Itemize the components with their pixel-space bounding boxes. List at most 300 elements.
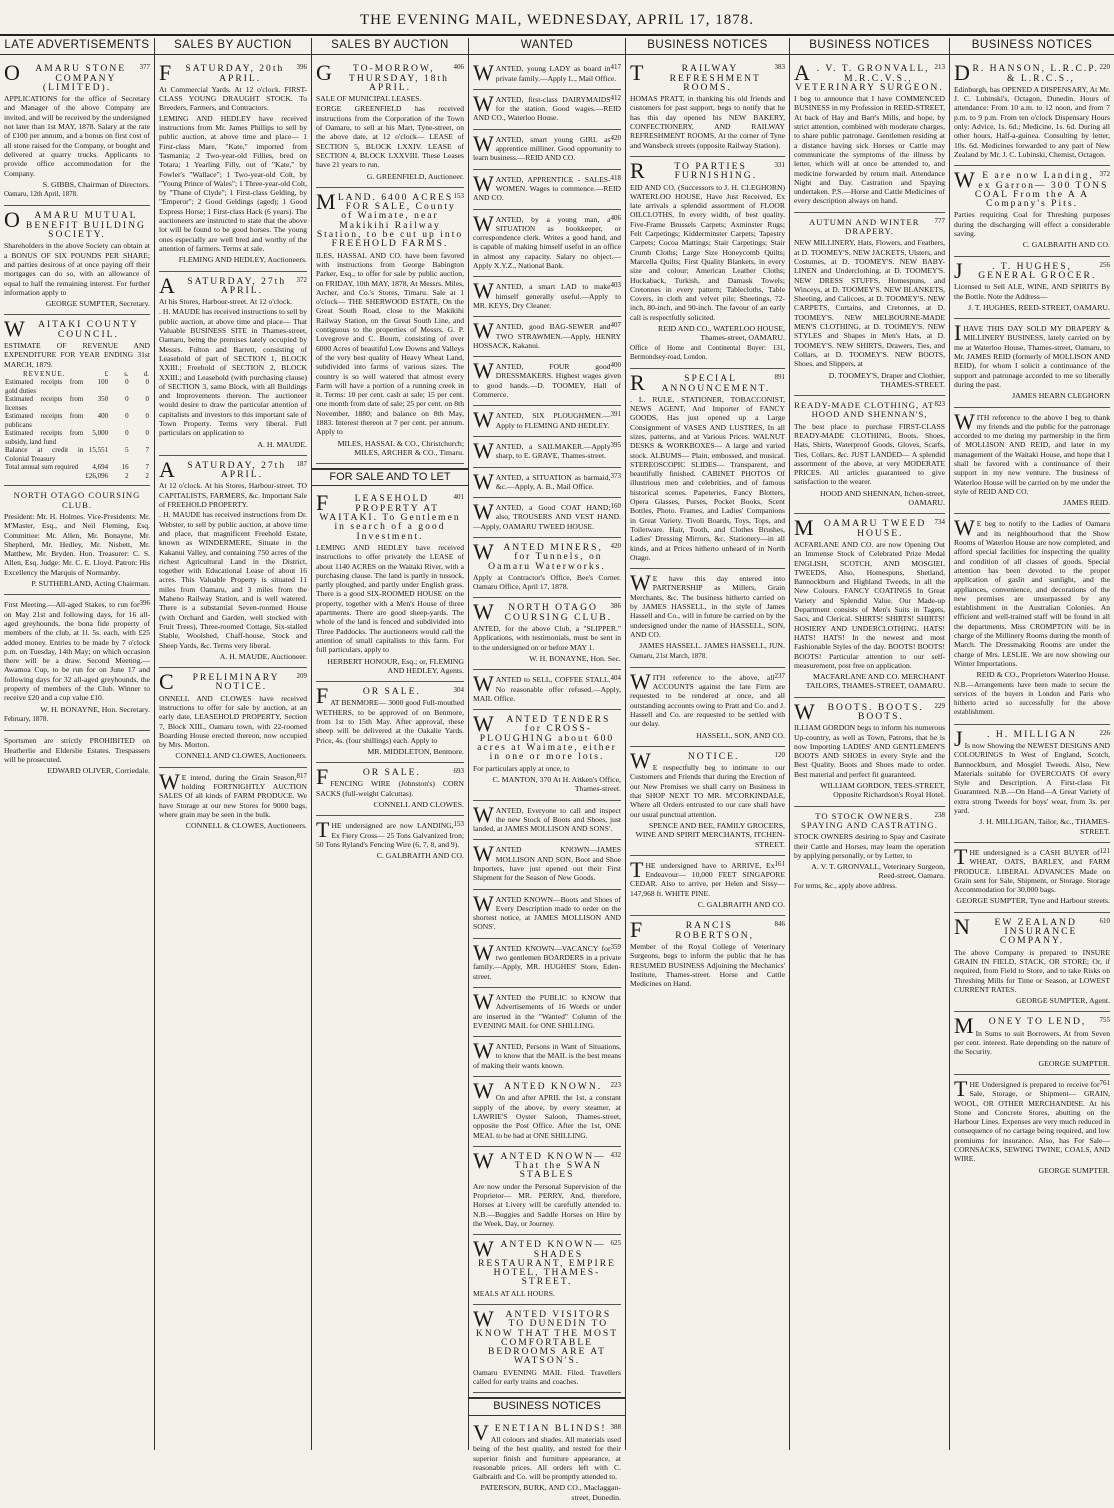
- ad-body: I beg to announce that I have COMMENCED BUSINESS in my Profession in REED-STREET, At back of Hay and Barr's Mills, and hope, by strict attention, combined with moderate charges, to share public patronage. Gentlemen residing at a distance having sick Horses or Cattle may communicate the symptoms of the illness by letter, which will at once be attended to, and medicine forwarded by return mail. Attendance Night and Day. Castration and Spaying undertaken. P.S.—Horse and Cattle Medicines of every description always on hand.: [794, 94, 945, 206]
- ad-body: EID AND CO. (Successors to J. H. CLEGHORN) WATERLOO HOUSE, Have Just Received, Ex late arrivals a splendid assortment of FLOOR OILCLOTHS, In every width, of best quality. Five-Frame Brussels Carpets; Axminster Rugs; Felt Carpetings; Kidderminster Carpets; Tapestry Carpets; Cocoa Mattings; Stair Carpetings; Stair Crumb Cloths; Large Size Honeycomb Quilts; Marcella Quilts; First Quality Blankets, in every size and colour; American Leather Cloths; Huckaback, Turkish, and Damask Towels; Cretonnes in every pattern; Tablecloths, Table Covers, in cloth and velvet pile; Sheetings, 72-inch, 80-inch, and 90-inch. The favour of an early call is respectfully solicited.: [630, 182, 785, 322]
- ad-number: 153: [453, 191, 464, 200]
- drop-cap: W: [473, 358, 494, 384]
- ad-number: 403: [610, 281, 621, 290]
- estimate-row: [4, 395, 150, 412]
- ad-signature: JAMES HEARN CLEGHORN: [1012, 391, 1110, 401]
- ad-signature: MR. MIDDLETON, Benmore.: [367, 746, 464, 756]
- estimate-cell: 350: [97, 395, 109, 404]
- ad-body: ANTED, for the above Club, a "SLIPPER." Applications, with testimonials, must be sent in to the undersigned on or before MAY 1.: [473, 624, 621, 652]
- advertisement: [794, 514, 945, 697]
- ad-body: ANTED, APPRENTICE - SALES-WOMEN. Wages to commence.—REID AND CO.: [473, 174, 621, 203]
- estimate-cell: 0: [125, 412, 129, 421]
- advertisement: [954, 166, 1110, 256]
- ad-body: ANTED, good BAG-SEWER and TWO STRAWMEN.—Apply, HENRY HOSSACK, Kakanui.: [473, 322, 621, 350]
- ad-body: E respectfully beg to intimate to our Customers and Friends that during the Erection of our New Premises we shall carry on Business in that SHOP NEXT TO MR. M'CORKINDALE, Where all Orders entrusted to our care shall have our usual punctual attention.: [630, 763, 785, 819]
- drop-cap: W: [4, 316, 25, 342]
- drop-cap: T: [630, 856, 644, 882]
- ad-body: First Meeting.—All-aged Stakes, to run for on May 21st and following days, for 16 all-aged greyhounds, the bona fide property of members of the club, at 1l. 5s. each, with £25 added money. Entries to be made by 7 o'clock p.m. on Tuesday, 14th May; on which occasion there will be a draw. Second Meeting.—Awamoa Cup, to be run for on June 17 and following days for 32 all-aged greyhounds, the property of members of the Club. Winner to receive £20 and a cup value £10.: [4, 600, 150, 703]
- ad-number: 372: [1099, 170, 1110, 179]
- estimate-cell: Total annual sum required: [5, 463, 79, 472]
- ad-number: 412: [610, 93, 621, 102]
- ad-title: AITAKI COUNTY COUNCIL.: [38, 319, 139, 340]
- ad-body: Shareholders in the above Society can obtain at a BONUS OF SIX POUNDS PER SHARE; and parties desirous of at once paying off their mortgages can do so, with an allowance of equal to half the remaining interest. For further information apply to: [4, 241, 150, 297]
- drop-cap: R: [630, 370, 645, 396]
- estimate-cell: 0: [145, 378, 149, 387]
- ad-title: PRELIMINARY NOTICE.: [192, 672, 280, 693]
- drop-cap: N: [954, 913, 970, 939]
- column-3: [312, 38, 469, 1450]
- drop-cap: W: [473, 468, 494, 494]
- ad-number: 237: [774, 671, 785, 680]
- ad-number: 407: [610, 321, 621, 330]
- advertisement: [473, 90, 621, 130]
- drop-cap: T: [316, 817, 330, 843]
- ad-number: 121: [1099, 846, 1110, 855]
- advertisement: [159, 668, 307, 768]
- drop-cap: W: [473, 437, 494, 463]
- drop-cap: W: [630, 668, 651, 694]
- drop-cap: F: [630, 917, 643, 943]
- column-5: [626, 38, 790, 1450]
- ad-signature: GEORGE SUMPTER, Tyne and Harbour streets.: [956, 896, 1110, 906]
- advertisement: [473, 598, 621, 670]
- column-heading: BUSINESS NOTICES: [950, 38, 1114, 55]
- drop-cap: A: [794, 60, 810, 86]
- ad-number: 209: [296, 672, 307, 681]
- ad-number: 161: [774, 859, 785, 868]
- ad-signature: A. H. MAUDE.: [257, 439, 307, 449]
- ad-title: EW ZEALAND INSURANCE COMPANY.: [994, 916, 1078, 947]
- drop-cap: W: [473, 170, 494, 196]
- ad-signature: C. GALBRAITH AND CO.: [376, 851, 464, 861]
- ad-number: 383: [774, 63, 785, 72]
- ad-body: ANTED, a SITUATION as barmaid, &c.—Apply, A. B., Mail Office.: [495, 472, 611, 491]
- drop-cap: T: [954, 1075, 968, 1101]
- ad-number: 610: [1099, 916, 1110, 925]
- advertisement: [954, 725, 1110, 843]
- column-1: [0, 38, 155, 1450]
- ad-number: 223: [610, 1081, 621, 1090]
- estimate-cell: 15,551: [88, 446, 109, 455]
- advertisement: [630, 747, 785, 856]
- drop-cap: W: [159, 768, 180, 794]
- advertisement: [473, 538, 621, 598]
- ad-title: AUTUMN AND WINTER DRAPERY.: [809, 216, 920, 237]
- estimate-cell: d.: [143, 369, 149, 378]
- ad-number: 359: [610, 942, 621, 951]
- section-heading: FOR SALE AND TO LET: [312, 468, 468, 486]
- advertisement: [473, 437, 621, 468]
- estimate-row: [4, 472, 150, 481]
- ad-number: 373: [610, 471, 621, 480]
- ad-body: In Sums to suit Borrowers, At from Seven per cent. interest. Rate depending on the nature of the Security.: [954, 1028, 1110, 1057]
- ad-title: NOTICE.: [687, 750, 740, 762]
- ad-number: 120: [774, 750, 785, 759]
- ad-body: EORGE GREENFIELD has received instructions from the Corporation of the Town of Oamaru, to sell at his Mart, Tyne-street, on the above date, at 12 o'clock— LEASE of SECTION 5, BLOCK LXXIV. LEASE of SECTION 4, BLOCK LXXVIII. These Leases have 21 years to run.: [316, 104, 464, 170]
- column-heading: LATE ADVERTISEMENTS: [0, 38, 154, 55]
- ad-signature: GEORGE SUMPTER, Agent.: [1015, 996, 1110, 1006]
- ad-body: ANTED, SIX PLOUGHMEN.—Apply to FLEMING AND HEDLEY.: [495, 411, 611, 430]
- drop-cap: W: [794, 698, 815, 724]
- advertisement: [794, 396, 945, 514]
- drop-cap: W: [473, 210, 494, 236]
- ad-signature: PATERSON, BURK, AND CO., Maclaggan-street, Dunedin.: [480, 1483, 621, 1502]
- advertisement: [630, 569, 785, 668]
- estimate-table: [4, 370, 150, 481]
- drop-cap: W: [473, 1147, 494, 1173]
- ad-title: LAND. 6400 ACRES FOR SALE, County of Waimate, near Makikihi Railway Station, to be cut up into FREEHOLD FARMS.: [316, 191, 464, 250]
- drop-cap: J: [954, 725, 963, 751]
- advertisement: [473, 170, 621, 210]
- advertisement: [159, 59, 307, 271]
- ad-signature: S. GIBBS, Chairman of Directors.: [42, 179, 150, 189]
- ad-body: ANTED to SELL, COFFEE STALL. No reasonable offer refused.—Apply, MAIL Office.: [473, 675, 621, 703]
- ad-title: ANTED TENDERS for CROSS-PLOUGHING about 600 acres at Waimate, either in one or more lots.: [477, 714, 617, 763]
- ad-number: 372: [296, 275, 307, 284]
- estimate-cell: £26,096: [85, 471, 109, 480]
- ad-number: 160: [610, 502, 621, 511]
- advertisement: [473, 1235, 621, 1305]
- ad-body: Oamaru EVENING MAIL Filed. Travellers called for early trains and coaches.: [473, 1367, 621, 1387]
- advertisement: [954, 319, 1110, 407]
- newspaper-title: THE EVENING MAIL, WEDNESDAY, APRIL 17, 1878.: [360, 12, 754, 28]
- ad-body: ANTED, a SAILMAKER.—Apply sharp, to E. GRAVE, Thames-street.: [495, 441, 611, 461]
- ad-number: 420: [610, 541, 621, 550]
- ad-signature: SPENCE AND BEE, FAMILY GROCERS, WINE AND SPIRIT MERCHANTS, ITCHEN-STREET.: [635, 820, 785, 849]
- drop-cap: T: [954, 843, 968, 869]
- advertisement: [316, 763, 464, 816]
- ad-signature: HERBERT HONOUR, Esq.; or, FLEMING AND HEDLEY, Agents.: [327, 656, 464, 675]
- ad-title: SATURDAY, 20th APRIL.: [185, 63, 285, 84]
- ad-body: Edinburgh, has OPENED A DISPENSARY, At Mr. J. C. Lubinski's, Octagon, Dunedin. Hours of attendance: From 10 a.m. to 12 noon, and from 7 p.m. to 9 p.m. From ten o'clock Dispensary Hours only: Advice, 1s. 6d.; Medicine, 1s. 6d. During all other hours, Half-a-guinea. Consulting by letter, 10s. 6d. Medicines forwarded to any part of New Zealand by Mr. J. C. Lubinski, Chemist, Octagon.: [954, 84, 1110, 159]
- ad-signature: MILES, HASSAL & CO., Christchurch; MILES, ARCHER & CO., Timaru.: [337, 438, 464, 457]
- ad-signature: MACFARLANE AND CO. MERCHANT TAILORS, THAMES-STREET, OAMARU.: [805, 672, 945, 691]
- ad-signature: FLEMING AND HEDLEY, Auctioneers.: [178, 255, 307, 265]
- drop-cap: W: [473, 499, 494, 525]
- ad-body: On and after APRIL the 1st, a constant supply of the above, by every steamer, at LAWRIE'S Oyster Saloon, Thames-street, opposite the Post Office. After the 1st, ONE MEAL to be had at ONE SHILLING.: [473, 1093, 621, 1140]
- ad-number: 734: [934, 518, 945, 527]
- ad-body: President: Mr. H. Holmes. Vice-Presidents: Mr. M'Master, Esq., and Neil Fleming, Esq. Committee: Mr. Allen, Mr. Bonayne, Mr. Shepherd, Mr. Hedley, Mr. Nisbett, Mr. Matthew, Mr. Bryden. Hon. Treasurer: C. S. Allen, Esq. Judge: Mr. C. E. Lloyd. Patron: His Excellency the Marquis of Normanby.: [4, 512, 150, 577]
- drop-cap: O: [4, 207, 20, 233]
- ad-signature: GEORGE SUMPTER, Secretary.: [45, 299, 150, 309]
- ad-body: E beg to notify to the Ladies of Oamaru and its neighbourhood that the Show Rooms of Waterloo House are now completed, and afford special facilities for inspecting the quality and condition of all classes of goods. Special attention has been devoted to the proper application of gaslit and sunlight, and the appliances, convenience, and decorations of the new premises are unsurpassed by any establishment in the Australian Colonies. An efficient and well-trained staff will be found in all the departments. Miss CROMPTON will be in charge of the Millinery Rooms during the month of March. The Dressmaking Rooms are under the charge of Mrs. LESLIE. We are now showing our Winter Importations.: [954, 519, 1110, 668]
- drop-cap: D: [954, 60, 970, 86]
- ad-title: AMARU STONE COMPANY (LIMITED).: [35, 63, 127, 93]
- ad-number: 386: [610, 602, 621, 611]
- drop-cap: F: [159, 60, 172, 86]
- advertisement: [316, 489, 464, 682]
- advertisement: [473, 210, 621, 278]
- ad-footnote: February, 1878.: [4, 714, 49, 723]
- ad-signature: J. H. MILLIGAN, Tailor, &c., THAMES-STREET.: [979, 817, 1110, 836]
- advertisement: [473, 840, 621, 889]
- ad-signature: C. GALBRAITH AND CO.: [1022, 240, 1110, 250]
- ad-body: The above Company is prepared to INSURE GRAIN IN FIELD, STACK, OR STORE; Or, if required, from Field to Store, and to take Risks on Threshing Mills for Time or Season, at LOWEST CURRENT RATES.: [954, 947, 1110, 994]
- advertisement: [794, 59, 945, 212]
- advertisement: [473, 890, 621, 939]
- ad-footnote: Oamaru, 12th April, 1878.: [4, 190, 78, 199]
- column-heading: SALES BY AUCTION: [312, 38, 468, 55]
- ad-body: The best place to purchase FIRST-CLASS READY-MADE CLOTHING, Boots, Shoes, Hats, Shirts, Waterproof Goods, Gloves, Scarfs, Ties, Collars, &c. JUST LANDED— A splendid assortment of the above, at very MODERATE PRICES. All articles guaranteed to give satisfaction to the wearer.: [794, 421, 945, 487]
- drop-cap: W: [473, 711, 494, 737]
- ad-number: 187: [296, 459, 307, 468]
- ad-number: 377: [139, 63, 150, 72]
- advertisement: [473, 498, 621, 538]
- drop-cap: W: [954, 515, 975, 541]
- advertisement: [473, 1419, 621, 1508]
- drop-cap: W: [473, 939, 494, 965]
- drop-cap: W: [473, 841, 494, 867]
- drop-cap: W: [954, 167, 975, 193]
- drop-cap: I: [954, 320, 962, 346]
- ad-body: MEALS AT ALL HOURS.: [473, 1288, 555, 1298]
- drop-cap: A: [159, 272, 175, 298]
- advertisement: [473, 59, 621, 90]
- ad-body: Apply at Contractor's Office, Bee's Corner. Oamaru Office, April 17, 1878.: [473, 572, 621, 592]
- ad-body: ANTED KNOWN—JAMES MOLLISON AND SON, Boot and Shoe Importers, have just opened out their First Shipment for the Season of New Goods.: [473, 845, 621, 883]
- ad-signature: W. H. BONAYNE, Hon. Sec.: [529, 653, 621, 663]
- drop-cap: W: [630, 747, 651, 773]
- ad-title: BOOTS. BOOTS. BOOTS.: [827, 701, 924, 722]
- ad-title: ANTED KNOWN—That the SWAN STABLES: [500, 1150, 606, 1181]
- ad-number: 404: [610, 674, 621, 683]
- estimate-row: [4, 463, 150, 472]
- ad-number: 777: [934, 216, 945, 225]
- ad-number: 400: [610, 361, 621, 370]
- estimate-cell: 7: [145, 446, 149, 455]
- drop-cap: O: [4, 60, 20, 86]
- advertisement: [316, 188, 464, 464]
- ad-number: 396: [139, 599, 150, 608]
- ad-signature: HASSELL, SON, AND CO.: [696, 730, 785, 740]
- advertisement: [954, 1012, 1110, 1074]
- ad-signature: CONNELL & CLOWES, Auctioneers.: [185, 821, 307, 831]
- ad-number: 406: [453, 63, 464, 72]
- advertisement: [473, 988, 621, 1037]
- ad-title: TO STOCK OWNERS. SPAYING AND CASTRATING.: [801, 810, 938, 830]
- estimate-cell: Estimated receipts from licenses: [5, 395, 84, 412]
- ad-title: NORTH OTAGO COURSING CLUB.: [504, 602, 613, 623]
- ad-signature: JAMES HASSELL. JAMES HASSELL, JUN.: [639, 641, 785, 651]
- ad-footnote: Office of Home and Continental Buyer: 131, Bermondsey-road, London.: [630, 343, 785, 361]
- estimate-cell: Estimated receipts from publicans: [5, 412, 84, 429]
- ad-title: ANTED KNOWN— SHADES RESTAURANT, EMPIRE HOTEL, THAMES-STREET.: [478, 1239, 616, 1288]
- ad-number: 693: [453, 767, 464, 776]
- ad-body: Sportsmen are strictly PROHIBITED on Heatherlie and Elderslie Estates. Trespassers will be prosecuted.: [4, 736, 150, 764]
- ad-number: 432: [610, 1150, 621, 1159]
- ad-number: 817: [296, 771, 307, 780]
- estimate-cell: 4,694: [92, 463, 109, 472]
- ad-body: HOMAS PRATT, in thanking his old friends and customers for past support, begs to notify that he has this day opened his NEW BAKERY, CONFECTIONERY, AND RAILWAY REFRESHMENT ROOMS, At the corner of Tyne and Wansbeck streets (opposite Railway Station).: [630, 94, 785, 150]
- column-heading: SALES BY AUCTION: [155, 38, 311, 55]
- ad-title: SATURDAY, 27th APRIL.: [187, 275, 287, 296]
- advertisement: [473, 130, 621, 170]
- advertisement: [159, 456, 307, 668]
- advertisement: [954, 59, 1110, 166]
- ad-body: ANTED, a Good COAT HAND; also, TROUSERS AND VEST HAND.—Apply, OAMARU TWEED HOUSE.: [473, 503, 621, 531]
- ad-title: OAMARU TWEED HOUSE.: [823, 518, 927, 539]
- ad-signature: JAMES REID.: [1063, 498, 1110, 508]
- ad-body: Member of the Royal College of Veterinary Surgeons, begs to inform the public that he has RESUMED BUSINESS Adjoining the Mechanics' Institute, Thames-street. Horse and Cattle Medicines on Hand.: [630, 941, 785, 989]
- drop-cap: V: [473, 1419, 489, 1445]
- estimate-cell: 100: [97, 378, 109, 387]
- ad-title: ENETIAN BLINDS!: [494, 1422, 607, 1434]
- advertisement: [4, 486, 150, 595]
- advertisement: [473, 468, 621, 499]
- ad-title: SPECIAL ANNOUNCEMENT.: [661, 373, 771, 394]
- ad-signature: CONNELL AND CLOWES, Auctioneers.: [175, 751, 307, 761]
- ad-body: HAVE THIS DAY SOLD MY DRAPERY & MILLINERY BUSINESS, lately carried on by me at Waterloo House, Thames-street, Oamaru, to Mr. JAMES REID (formerly of MOLLISON AND REID), for whom I solicit a continuance of the support and patronage accorded to me so liberally during the past.: [954, 324, 1110, 389]
- ad-body: Parties requiring Coal for Threshing purposes during the discharging will effect a considerable saving.: [954, 210, 1110, 239]
- ad-title: R. HANSON, L.R.C.P. & L.R.C.S.,: [972, 63, 1099, 84]
- advertisement: [473, 801, 621, 841]
- advertisement: [954, 514, 1110, 724]
- drop-cap: M: [954, 1013, 974, 1039]
- ad-title: ANTED MINERS, for Tunnels, on Oamaru Waterworks.: [488, 541, 606, 572]
- estimate-cell: Estimated receipts from subsidy, land fund: [5, 429, 84, 446]
- ad-number: 417: [610, 63, 621, 72]
- ad-number: 846: [774, 920, 785, 929]
- ad-body: ANTED, FOUR good DRESSMAKERS. Highest wages given to good hands.—D. TOOMEY, Hall of Commerce.: [473, 362, 621, 400]
- ad-number: 220: [1099, 63, 1110, 72]
- ad-body: HE undersigned is a CASH BUYER of WHEAT, OATS, BARLEY, and FARM PRODUCE. LIBERAL ADVANCES Made on Grain sent for Sale, Shipment, or Storage. Storage Accommodation for 30,000 bags.: [954, 847, 1110, 895]
- advertisement: [4, 206, 150, 315]
- advertisement: [794, 213, 945, 396]
- estimate-cell: Balance at credit in Colonial Treasury: [5, 446, 84, 463]
- column-4: [469, 38, 626, 1502]
- advertisement: [316, 682, 464, 763]
- advertisement: [954, 1075, 1110, 1181]
- ad-signature: W. H. BONAYNE, Hon. Secretary.: [40, 704, 150, 714]
- ad-number: 420: [610, 133, 621, 142]
- drop-cap: F: [316, 490, 329, 516]
- advertisement: [473, 277, 621, 317]
- ad-body: ANTED, first-class DAIRYMAIDS for the station. Good wages.—REID AND CO., Waterloo House.: [473, 94, 621, 123]
- ad-body: Are now under the Personal Supervision of the Proprietor— MR. PERRY, And, therefore, Horses at Livery will be carefully attended to. N.B.—Buggies and Saddle Horses on Hire by the Week, Day, or Journey.: [473, 1181, 621, 1228]
- ad-signature: J. T. HUGHES, REED-STREET, OAMARU.: [968, 302, 1110, 312]
- advertisement: [954, 843, 1110, 913]
- advertisement: [630, 856, 785, 916]
- drop-cap: J: [954, 257, 963, 283]
- ad-body: HE undersigned have to ARRIVE, Ex Endeavour— 10,000 FEET SINGAPORE CEDAR. Also to arrive, per Helen and Sissy— 147,968 ft. WHITE PINE.: [630, 860, 785, 898]
- ad-title: TO PARTIES FURNISHING.: [674, 160, 758, 182]
- ad-title: ANTED VISITORS TO DUNEDIN TO KNOW THAT THE MOST COMFORTABLE BEDROOMS ARE AT WATSON'S.: [475, 1308, 619, 1367]
- drop-cap: W: [473, 1078, 494, 1104]
- advertisement: [473, 1305, 621, 1393]
- ad-body: LEMING AND HEDLEY have received instructions from Mr. James Phillips to sell by public auction, at above time and place— 1 First-class Mare, "Kate," imported from Tasmania; 2 Two-year-old Fillies, bred on Totara; 1 Yearling Filly, out of "Kate," by Fowler's "Wallace"; 1 Two-year-old Colt, by "Young Prince of Wales"; 1 Three-year-old Colt, by "Thane of Clyde"; 1 First-class Gelding, by "Emperor"; 2 Good Geldings (aged); 1 Good Express Horse; 1 First-class Hack (6 years). The auctioneers are instructed to state that the above lot will be found to be good horses. The young ones especially are well bred and worthy of the attention of farmers. Terms at sale.: [159, 113, 307, 253]
- ad-body: FENCING WIRE (Johnston's) CORN SACKS (full-weight Calcuttas).: [316, 779, 464, 798]
- ad-number: 213: [934, 63, 945, 72]
- advertisement: [473, 670, 621, 710]
- ad-signature: P. SUTHERLAND, Acting Chairman.: [31, 579, 150, 589]
- ad-title: OR SALE.: [362, 767, 421, 779]
- estimate-cell: 5,000: [92, 429, 109, 438]
- advertisement: [316, 59, 464, 188]
- advertisement: [473, 710, 621, 800]
- drop-cap: W: [473, 407, 494, 433]
- advertisement: [630, 59, 785, 157]
- ad-signature: G. GREENFIELD, Auctioneer.: [366, 171, 464, 181]
- drop-cap: R: [630, 157, 645, 183]
- drop-cap: W: [473, 1305, 494, 1331]
- estimate-cell: 0: [125, 378, 129, 387]
- ad-body: ILES, HASSAL AND CO. have been favored with instructions from George Babington Parker, Esq., to offer for sale by public auction, on FRIDAY, 10th MAY, 1878, At Messrs. Miles, Archer, and Co.'s Stores, Timaru. Sale at 1 o'clock— THE SHERWOOD ESTATE, On the Great South Road, close to the Makikihi Railway Station, on the Great South Line, and contiguous to the properties of Messrs. G. P. Lovegrove and C. Bourn, consisting of over 6000 Acres of beautiful Low Downs and Valleys of the very best quality of Heavy Wheat Land, subdivided into farms of various sizes. The country is so well watered that almost every Farm will have a portion of a running creek in it. Terms: 10 per cent. cash at sale; 15 per cent. one month from date of sale; 25 per cent. on 8th November, 1880; and balance on 8th May, 1883. Interest thereon at 7 per cent. per annum. Apply to: [316, 250, 464, 437]
- advertisement: [316, 816, 464, 866]
- drop-cap: W: [473, 278, 494, 304]
- ad-body: HE Undersigned is prepared to receive for Sale, Storage, or Shipment— GRAIN, WOOL, OR OTHER MERCHANDISE. At his Stone and Concrete Stores, abutting on the Harbour Lines. Expenses are very much reduced in consequence of no cartage being required, and low premiums for insurance. Also, has For Sale— CORNSACKS, SEWING TWINE, COALS, AND WIRE.: [954, 1079, 1110, 1164]
- ad-signature: REID AND CO., WATERLOO HOUSE, Thames-street, OAMARU.: [658, 324, 785, 343]
- ad-footnote: N.B.—Arrangements have been made to secure the services of the buyers in London and Paris who hitherto acted so successfully for the above establishment.: [954, 680, 1110, 717]
- ad-body: . L. RULE, STATIONER, TOBACCONIST, NEWS AGENT, And Importer of FANCY GOODS, Has just opened up a Large Consignment of VASES AND LUSTRES, In all sizes, patterns, and at Various Prices. WALNUT DESKS & WORKBOXES— A large and varied stock. ALBUMS— Plain, embossed, and musical. STEREOSCOPIC SLIDES— Transparent, and beautifully finished. CABINET PHOTOS Of illustrious men and celebrities, and of famous historical scenes. Papeteries, Fancy Blotters, Opera Glasses, Purses, Pocket Books, Scent Bottles, Photo. Frames, and Ladies' Companions in Great Variety. Tivoli Boards, Toys, Tops, and Toiletware. Hair, Tooth, and Clothes Brushes, Ladies' Dressing Mirrors, &c. Stationery—in all kinds, and at Prices hitherto unheard of in North Otago.: [630, 394, 785, 562]
- ad-title: TO-MORROW, THURSDAY, 18th APRIL.: [348, 63, 449, 93]
- advertisement: [954, 408, 1110, 515]
- ad-number: 395: [610, 440, 621, 449]
- ad-body: At Commercial Yards. At 12 o'clock. FIRST-CLASS YOUNG DRAUGHT STOCK. To Breeders, Farmers, and Contractors.: [159, 84, 307, 113]
- ad-title: RANCIS ROBERTSON,: [675, 920, 755, 941]
- advertisement: [473, 406, 621, 437]
- ad-body: ITH reference to the above I beg to thank my friends and the public for the patronage accorded to me during my partnership in the firm of MOLLISON AND REID, and later in my management of the Waitaki House, and hope that I shall be favored with a continuance of their support in my new venture. The business of Waterloo House will be carried on by me under the style of REID AND CO.: [954, 412, 1110, 496]
- drop-cap: W: [473, 599, 494, 625]
- section-heading: BUSINESS NOTICES: [469, 1397, 625, 1415]
- ad-body: ITH reference to the above, all ACCOUNTS against the late Firm are requested to be rendered at once, and all outstanding accounts owing to Pratt and Co. and J. Hassell and Co. are requested to be settled with our delay.: [630, 672, 785, 729]
- ad-body: ANTED, a smart LAD to make himself generally useful.—Apply to MR. KEYS, Dry Cleaner.: [473, 282, 621, 310]
- drop-cap: T: [630, 60, 644, 86]
- estimate-cell: 0: [145, 412, 149, 421]
- advertisement: [473, 1037, 621, 1077]
- advertisement: [630, 916, 785, 994]
- ad-body: All colours and shades. All materials used being of the best quality, and tested for their superior finish and furniture appearance, at reasonable prices. All orders left with C. Galbraith and Co. will be promptly attended to.: [473, 1434, 621, 1482]
- estimate-row: [4, 378, 150, 395]
- advertisement: [473, 317, 621, 357]
- masthead-rule: [0, 34, 1114, 36]
- drop-cap: W: [473, 890, 494, 916]
- masthead: [0, 0, 1114, 38]
- advertisement: [473, 1147, 621, 1235]
- ad-body: ANTED KNOWN—Boots and Shoes of Every Description made to order on the shortest notice, at JAMES MOLLISON AND SONS'.: [473, 894, 621, 932]
- ad-body: ANTED KNOWN—VACANCY for two gentlemen BOARDERS in a private family.—Apply, MR. HUGHES' Store, Eden-street.: [473, 943, 621, 981]
- ad-signature: REID & CO., Proprietors Waterloo House.: [976, 670, 1110, 680]
- drop-cap: W: [473, 538, 494, 564]
- ad-body: ESTIMATE OF REVENUE AND EXPENDITURE FOR YEAR ENDING 31st MARCH, 1879.: [4, 341, 150, 369]
- estimate-cell: [4, 472, 84, 481]
- ad-body: SALE OF MUNICIPAL LEASES.: [316, 94, 422, 104]
- ad-number: 761: [1099, 1078, 1110, 1087]
- ad-body: LEMING AND HEDLEY have received instructions to offer privately the LEASE of about 1140 ACRES on the Waitaki River, with a purchasing clause. The land is partly in tussock, partly ploughed, and partly under English grass. There is a good SIX-ROOMED HOUSE on the property, together with a Men's House of three apartments. There are good sheep-yards. The whole of the land is fenced and subdivided into Three Paddocks. The auctioneers would call the attention of small capitalists to this farm. For full particulars, apply to: [316, 542, 464, 655]
- drop-cap: W: [473, 90, 494, 116]
- ad-body: ANTED, Persons in Want of Situations, to know that the MAIL is the best means of making their wants known.: [473, 1042, 621, 1070]
- advertisement: [159, 272, 307, 456]
- ad-body: For particulars apply at once, to: [473, 763, 570, 773]
- ad-title: SATURDAY, 27th APRIL.: [187, 459, 287, 481]
- ad-title: READY-MADE CLOTHING, AT HOOD AND SHENNAN'S,: [794, 400, 935, 420]
- ad-title: E are now Landing, ex Garron— 300 TONS COAL From the A A Company's Pits.: [974, 170, 1109, 210]
- drop-cap: F: [316, 764, 329, 790]
- drop-cap: M: [794, 515, 814, 541]
- drop-cap: F: [316, 683, 329, 709]
- page-columns: [0, 38, 1114, 1502]
- advertisement: [794, 807, 945, 897]
- ad-body: Is now Showing the NEWEST DESIGNS AND COLOURINGS In West of England, Scotch, Bannockburn, and Mosgiel Tweeds. Also, New Materials suitable for OVERCOATS Of every Style and Description. A First-class Fit Guaranteed. N.B.—On Hand—A Great Variety of extra strong Tweeds for boys' wear, from 3s. per yard.: [954, 741, 1110, 816]
- ad-body: STOCK OWNERS desiring to Spay and Castrate their Cattle and Horses, may learn the operation by applying personally, or by Letter, to: [794, 832, 945, 860]
- drop-cap: W: [473, 1038, 494, 1064]
- advertisement: [159, 768, 307, 837]
- advertisement: [4, 315, 150, 486]
- ad-signature: HOOD AND SHENNAN, Itchen-street, OAMARU.: [820, 488, 945, 508]
- ad-signature: CONNELL AND CLOWES.: [373, 800, 464, 810]
- advertisement: [4, 59, 150, 206]
- ad-signature: C. MANTON, 370 At H. Aitken's Office, Thames-street.: [492, 774, 621, 794]
- ad-title: LEASEHOLD PROPERTY AT WAITAKI. To Gentlemen in search of a good Investment.: [319, 493, 461, 542]
